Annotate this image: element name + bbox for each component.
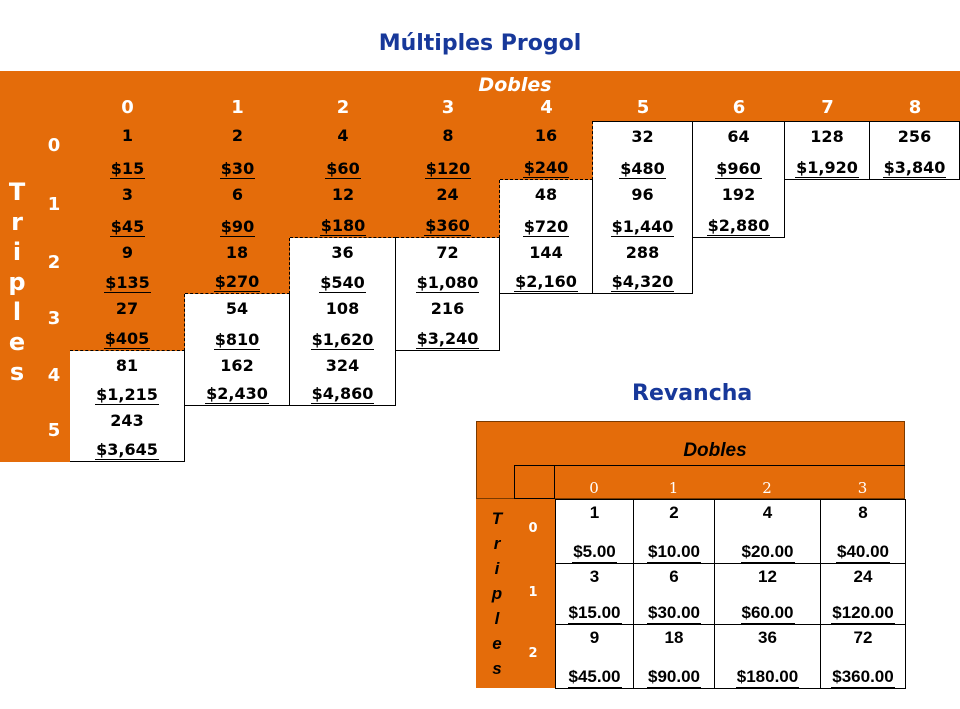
rev-cell-price: $10.00	[648, 542, 700, 561]
table-cell	[500, 121, 593, 180]
triples-letter: i	[12, 238, 22, 266]
rev-cell-price: $20.00	[741, 542, 794, 561]
row-header: 2	[47, 252, 61, 273]
cell-price: $1,920	[796, 158, 858, 177]
table-cell	[70, 180, 185, 238]
rev-cell-price: $5.00	[573, 542, 616, 561]
rev-triples-letter: T	[491, 509, 503, 528]
row-header: 4	[47, 365, 61, 386]
rev-cell-count: 6	[669, 567, 679, 586]
cell-price: $180	[320, 216, 366, 235]
cell-count: 27	[115, 299, 139, 318]
cell-count: 4	[337, 126, 349, 145]
cell-count: 72	[436, 243, 459, 262]
table-cell	[396, 121, 500, 180]
cell-count: 54	[225, 299, 249, 318]
cell-price: $405	[104, 329, 150, 348]
cell-count: 16	[534, 126, 558, 145]
cell-count: 96	[631, 185, 654, 204]
cell-count: 3	[121, 185, 134, 204]
rev-cell-price: $15.00	[568, 603, 621, 622]
cell-price: $60	[326, 159, 360, 178]
triples-letter: l	[12, 298, 22, 326]
cell-count: 8	[442, 126, 454, 145]
row-header: 5	[47, 420, 61, 441]
rev-cell-count: 24	[853, 567, 873, 586]
rev-triples-letter: s	[492, 659, 502, 678]
col-header: 3	[441, 97, 455, 118]
rev-table-cell	[555, 499, 634, 564]
cell-price: $1,080	[416, 273, 479, 292]
cell-count: 288	[625, 243, 660, 262]
cell-count: 18	[225, 243, 249, 262]
cell-count: 48	[534, 185, 558, 204]
triples-letter: T	[8, 178, 26, 206]
col-header: 4	[540, 97, 553, 118]
cell-price: $240	[523, 158, 569, 177]
cell-count: 64	[727, 127, 750, 146]
cell-price: $3,240	[416, 329, 479, 348]
col-header: 6	[732, 97, 746, 118]
rev-cell-price: $90.00	[648, 667, 700, 686]
table-cell	[290, 351, 396, 406]
table-cell	[396, 294, 500, 351]
rev-cell-price: $45.00	[568, 667, 621, 686]
triples-letter: r	[11, 208, 23, 236]
rev-cell-count: 9	[589, 628, 600, 647]
rev-cell-price: $30.00	[648, 603, 700, 622]
table-cell	[593, 180, 693, 238]
cell-price: $270	[214, 272, 260, 291]
table-cell	[70, 294, 185, 351]
cell-count: 1	[121, 126, 134, 145]
table-cell	[185, 180, 290, 238]
table-cell	[396, 238, 500, 294]
table-cell	[185, 121, 290, 180]
table-cell	[870, 121, 960, 180]
table-cell	[290, 238, 396, 294]
dobles-axis-label: Dobles	[478, 74, 552, 96]
cell-count: 243	[110, 411, 144, 430]
rev-cell-count: 72	[853, 628, 873, 647]
row-header: 3	[47, 308, 61, 329]
cell-price: $15	[110, 159, 145, 178]
table-cell	[70, 406, 185, 462]
cell-count: 36	[331, 243, 354, 262]
table-cell	[396, 180, 500, 238]
rev-cell-price: $360.00	[832, 667, 894, 686]
rev-dobles-axis-label: Dobles	[683, 440, 747, 461]
table-cell	[693, 180, 785, 238]
rev-triples-letter: e	[492, 634, 502, 653]
cell-price: $360	[425, 216, 470, 235]
cell-price: $1,620	[311, 330, 374, 349]
col-header: 2	[336, 97, 350, 118]
cell-count: 216	[430, 299, 465, 318]
rev-cell-count: 2	[669, 503, 679, 522]
table-cell	[785, 121, 870, 180]
rev-table-cell	[714, 563, 821, 625]
rev-corner-cell	[514, 465, 555, 499]
cell-count: 12	[331, 185, 355, 204]
cell-price: $1,215	[96, 385, 158, 404]
cell-price: $4,320	[611, 272, 674, 291]
row-header: 1	[47, 194, 61, 215]
rev-cell-count: 4	[762, 503, 773, 522]
main-table-title: Múltiples Progol	[378, 31, 582, 56]
cell-price: $30	[220, 159, 255, 178]
rev-cell-count: 18	[664, 628, 684, 647]
rev-triples-letter: l	[494, 609, 500, 628]
col-header: 1	[231, 97, 244, 118]
table-cell	[290, 121, 396, 180]
col-header: 8	[908, 97, 922, 118]
cell-count: 2	[231, 126, 244, 145]
cell-count: 162	[220, 356, 254, 375]
rev-row-header: 1	[528, 585, 538, 600]
cell-price: $135	[105, 273, 150, 292]
table-cell	[185, 351, 290, 406]
cell-count: 9	[121, 243, 134, 262]
rev-table-cell	[633, 499, 715, 564]
table-cell	[70, 238, 185, 294]
rev-table-cell	[820, 563, 906, 625]
rev-cell-count: 12	[758, 567, 777, 586]
rev-cell-price: $40.00	[837, 542, 889, 561]
rev-col-header: 3	[857, 479, 868, 497]
rev-row-header: 0	[528, 521, 538, 536]
cell-price: $2,160	[515, 272, 577, 291]
cell-count: 81	[115, 356, 139, 375]
table-cell	[500, 238, 593, 294]
triples-letter: e	[8, 328, 26, 356]
table-cell	[290, 180, 396, 238]
cell-count: 192	[721, 185, 756, 204]
rev-cell-price: $120.00	[832, 603, 894, 622]
cell-price: $120	[425, 159, 471, 178]
cell-count: 32	[631, 127, 654, 146]
rev-table-cell	[820, 624, 906, 689]
rev-table-cell	[633, 563, 715, 625]
rev-cell-price: $180.00	[736, 667, 799, 686]
cell-price: $480	[620, 159, 665, 178]
cell-price: $2,430	[206, 384, 268, 403]
triples-letter: p	[8, 268, 26, 296]
rev-table-cell	[820, 499, 906, 564]
cell-count: 324	[325, 356, 360, 375]
rev-col-header: 2	[762, 479, 772, 497]
rev-table-cell	[555, 624, 634, 689]
cell-price: $2,880	[707, 216, 770, 235]
table-cell	[693, 121, 785, 180]
rev-cell-count: 1	[589, 503, 600, 522]
rev-col-header: 1	[668, 479, 679, 497]
cell-price: $810	[214, 330, 260, 349]
cell-price: $90	[220, 217, 255, 236]
cell-price: $1,440	[611, 217, 674, 236]
cell-price: $960	[716, 159, 761, 178]
cell-price: $3,840	[883, 158, 946, 177]
cell-count: 24	[436, 185, 459, 204]
table-cell	[185, 238, 290, 294]
cell-price: $3,645	[96, 440, 158, 459]
col-header: 5	[636, 97, 650, 118]
rev-row-header: 2	[528, 646, 538, 661]
table-cell	[70, 351, 185, 406]
rev-triples-letter: r	[493, 534, 501, 553]
col-header: 0	[121, 97, 134, 118]
rev-cell-price: $60.00	[741, 603, 794, 622]
rev-triples-letter: i	[494, 559, 500, 578]
rev-cell-count: 3	[589, 567, 600, 586]
rev-table-cell	[555, 563, 634, 625]
cell-count: 108	[325, 299, 360, 318]
table-cell	[70, 121, 185, 180]
table-cell	[185, 294, 290, 351]
rev-triples-letter: p	[491, 584, 503, 603]
revancha-title: Revancha	[632, 381, 753, 406]
cell-count: 6	[231, 185, 244, 204]
cell-count: 256	[897, 127, 932, 146]
rev-table-cell	[714, 624, 821, 689]
row-header: 0	[47, 135, 61, 156]
cell-price: $45	[110, 217, 145, 236]
cell-price: $720	[523, 217, 569, 236]
table-cell	[500, 180, 593, 238]
cell-price: $4,860	[311, 384, 374, 403]
triples-letter: s	[9, 358, 25, 386]
cell-price: $540	[320, 273, 365, 292]
rev-table-cell	[633, 624, 715, 689]
rev-table-cell	[714, 499, 821, 564]
cell-count: 128	[810, 127, 844, 146]
rev-cell-count: 8	[858, 503, 868, 522]
table-cell	[593, 238, 693, 294]
cell-count: 144	[529, 243, 563, 262]
rev-col-header: 0	[589, 479, 599, 497]
rev-cell-count: 36	[758, 628, 777, 647]
table-cell	[593, 121, 693, 180]
table-cell	[290, 294, 396, 351]
col-header: 7	[821, 97, 834, 118]
